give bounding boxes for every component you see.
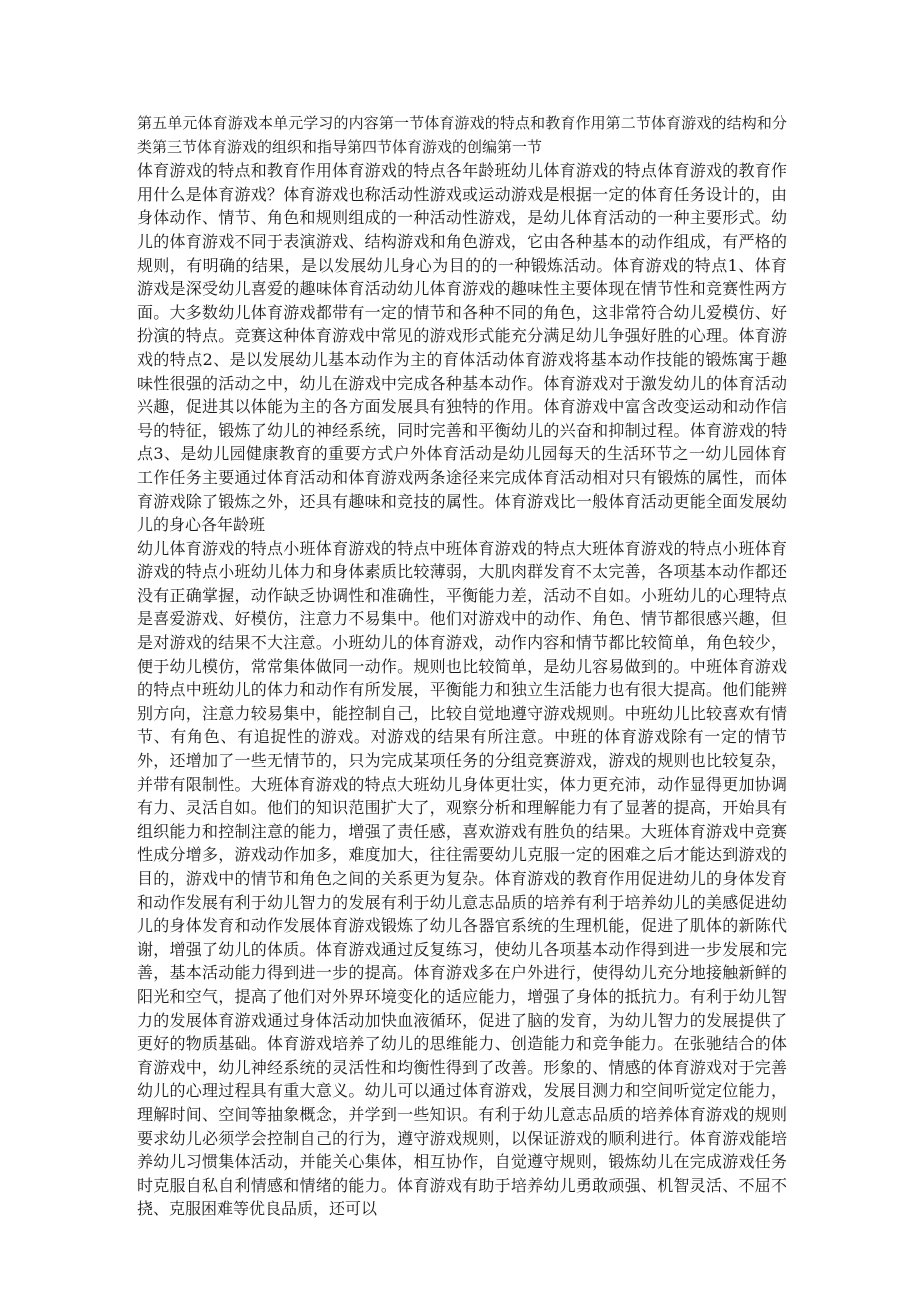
paragraph-age-group-features: 幼儿体育游戏的特点小班体育游戏的特点中班体育游戏的特点大班体育游戏的特点小班体育游戏的特点小班幼儿体力和身体素质比较薄弱，大肌肉群发育不太完善，各项基本动作都还没有正确掌握，动作缺乏协调性和准确性，平衡能力差，活动不自如。小班幼儿的心理特点是喜爱游戏、好模仿，注意力不易集中。他们对游戏中的动作、角色、情节都很感兴趣，但是对游戏的结果不大注意。小班幼儿的体育游戏，动作内容和情节都比较简单，角色较少，便于幼儿模仿，常常集体做同一动作。规则也比较简单，是幼儿容易做到的。中班体育游戏的特点中班幼儿的体力和动作有所发展，平衡能力和独立生活能力也有很大提高。他们能辨别方向，注意力较易集中，能控制自己，比较自觉地遵守游戏规则。中班幼儿比较喜欢有情节、有角色、有追捉性的游戏。对游戏的结果有所注意。中班的体育游戏除有一定的情节外，还增加了一些无情节的，只为完成某项任务的分组竞赛游戏，游戏的规则也比较复杂，并带有限制性。大班体育游戏的特点大班幼儿身体更壮实，体力更充沛，动作显得更加协调有力、灵活自如。他们的知识范围扩大了，观察分析和理解能力有了显著的提高，开始具有组织能力和控制注意的能力，增强了责任感，喜欢游戏有胜负的结果。大班体育游戏中竞赛性成分增多，游戏动作加多，难度加大，往往需要幼儿克服一定的困难之后才能达到游戏的目的，游戏中的情节和角色之间的关系更为复杂。体育游戏的教育作用促进幼儿的身体发育和动作发展有利于幼儿智力的发展有利于幼儿意志品质的培养有利于培养幼儿的美感促进幼儿的身体发育和动作发展体育游戏锻炼了幼儿各器官系统的生理机能，促进了肌体的新陈代谢，增强了幼儿的体质。体育游戏通过反复练习，使幼儿各项基本动作得到进一步发展和完善，基本活动能力得到进一步的提高。体育游戏多在户外进行，使得幼儿充分地接触新鲜的阳光和空气，提高了他们对外界环境变化的适应能力，增强了身体的抵抗力。有利于幼儿智力的发展体育游戏通过身体活动加快血液循环，促进了脑的发育，为幼儿智力的发展提供了更好的物质基础。体育游戏培养了幼儿的思维能力、创造能力和竞争能力。在张驰结合的体育游戏中，幼儿神经系统的灵活性和均衡性得到了改善。形象的、情感的体育游戏对于完善幼儿的心理过程具有重大意义。幼儿可以通过体育游戏，发展目测力和空间听觉定位能力，理解时间、空间等抽象概念，并学到一些知识。有利于幼儿意志品质的培养体育游戏的规则要求幼儿必须学会控制自己的行为，遵守游戏规则，以保证游戏的顺利进行。体育游戏能培养幼儿习惯集体活动，并能关心集体，相互协作，自觉遵守规则，锻炼幼儿在完成游戏任务时克服自私自利情感和情绪的能力。体育游戏有助于培养幼儿勇敢顽强、机智灵活、不屈不挠、克服困难等优良品质，还可以 <box>137 538 787 1219</box>
document-page <box>137 112 787 1221</box>
paragraph-features-and-role: 体育游戏的特点和教育作用体育游戏的特点各年龄班幼儿体育游戏的特点体育游戏的教育作用什么是体育游戏？体育游戏也称活动性游戏或运动游戏是根据一定的体育任务设计的，由身体动作、情节、角色和规则组成的一种活动性游戏，是幼儿体育活动的一种主要形式。幼儿的体育游戏不同于表演游戏、结构游戏和角色游戏，它由各种基本的动作组成，有严格的规则，有明确的结果，是以发展幼儿身心为目的的一种锻炼活动。体育游戏的特点1、体育游戏是深受幼儿喜爱的趣味体育活动幼儿体育游戏的趣味性主要体现在情节性和竞赛性两方面。大多数幼儿体育游戏都带有一定的情节和各种不同的角色，这非常符合幼儿爱模仿、好扮演的特点。竞赛这种体育游戏中常见的游戏形式能充分满足幼儿争强好胜的心理。体育游戏的特点2、是以发展幼儿基本动作为主的育体活动体育游戏将基本动作技能的锻炼寓于趣味性很强的活动之中，幼儿在游戏中完成各种基本动作。体育游戏对于激发幼儿的体育活动兴趣，促进其以体能为主的各方面发展具有独特的作用。体育游戏中富含改变运动和动作信号的特征，锻炼了幼儿的神经系统，同时完善和平衡幼儿的兴奋和抑制过程。体育游戏的特点3、是幼儿园健康教育的重要方式户外体育活动是幼儿园每天的生活环节之一幼儿园体育工作任务主要通过体育活动和体育游戏两条途径来完成体育活动相对只有锻炼的属性，而体育游戏除了锻炼之外，还具有趣味和竞技的属性。体育游戏比一般体育活动更能全面发展幼儿的身心各年龄班 <box>137 161 787 535</box>
paragraph-unit-intro: 第五单元体育游戏本单元学习的内容第一节体育游戏的特点和教育作用第二节体育游戏的结构和分类第三节体育游戏的组织和指导第四节体育游戏的创编第一节 <box>137 114 787 156</box>
